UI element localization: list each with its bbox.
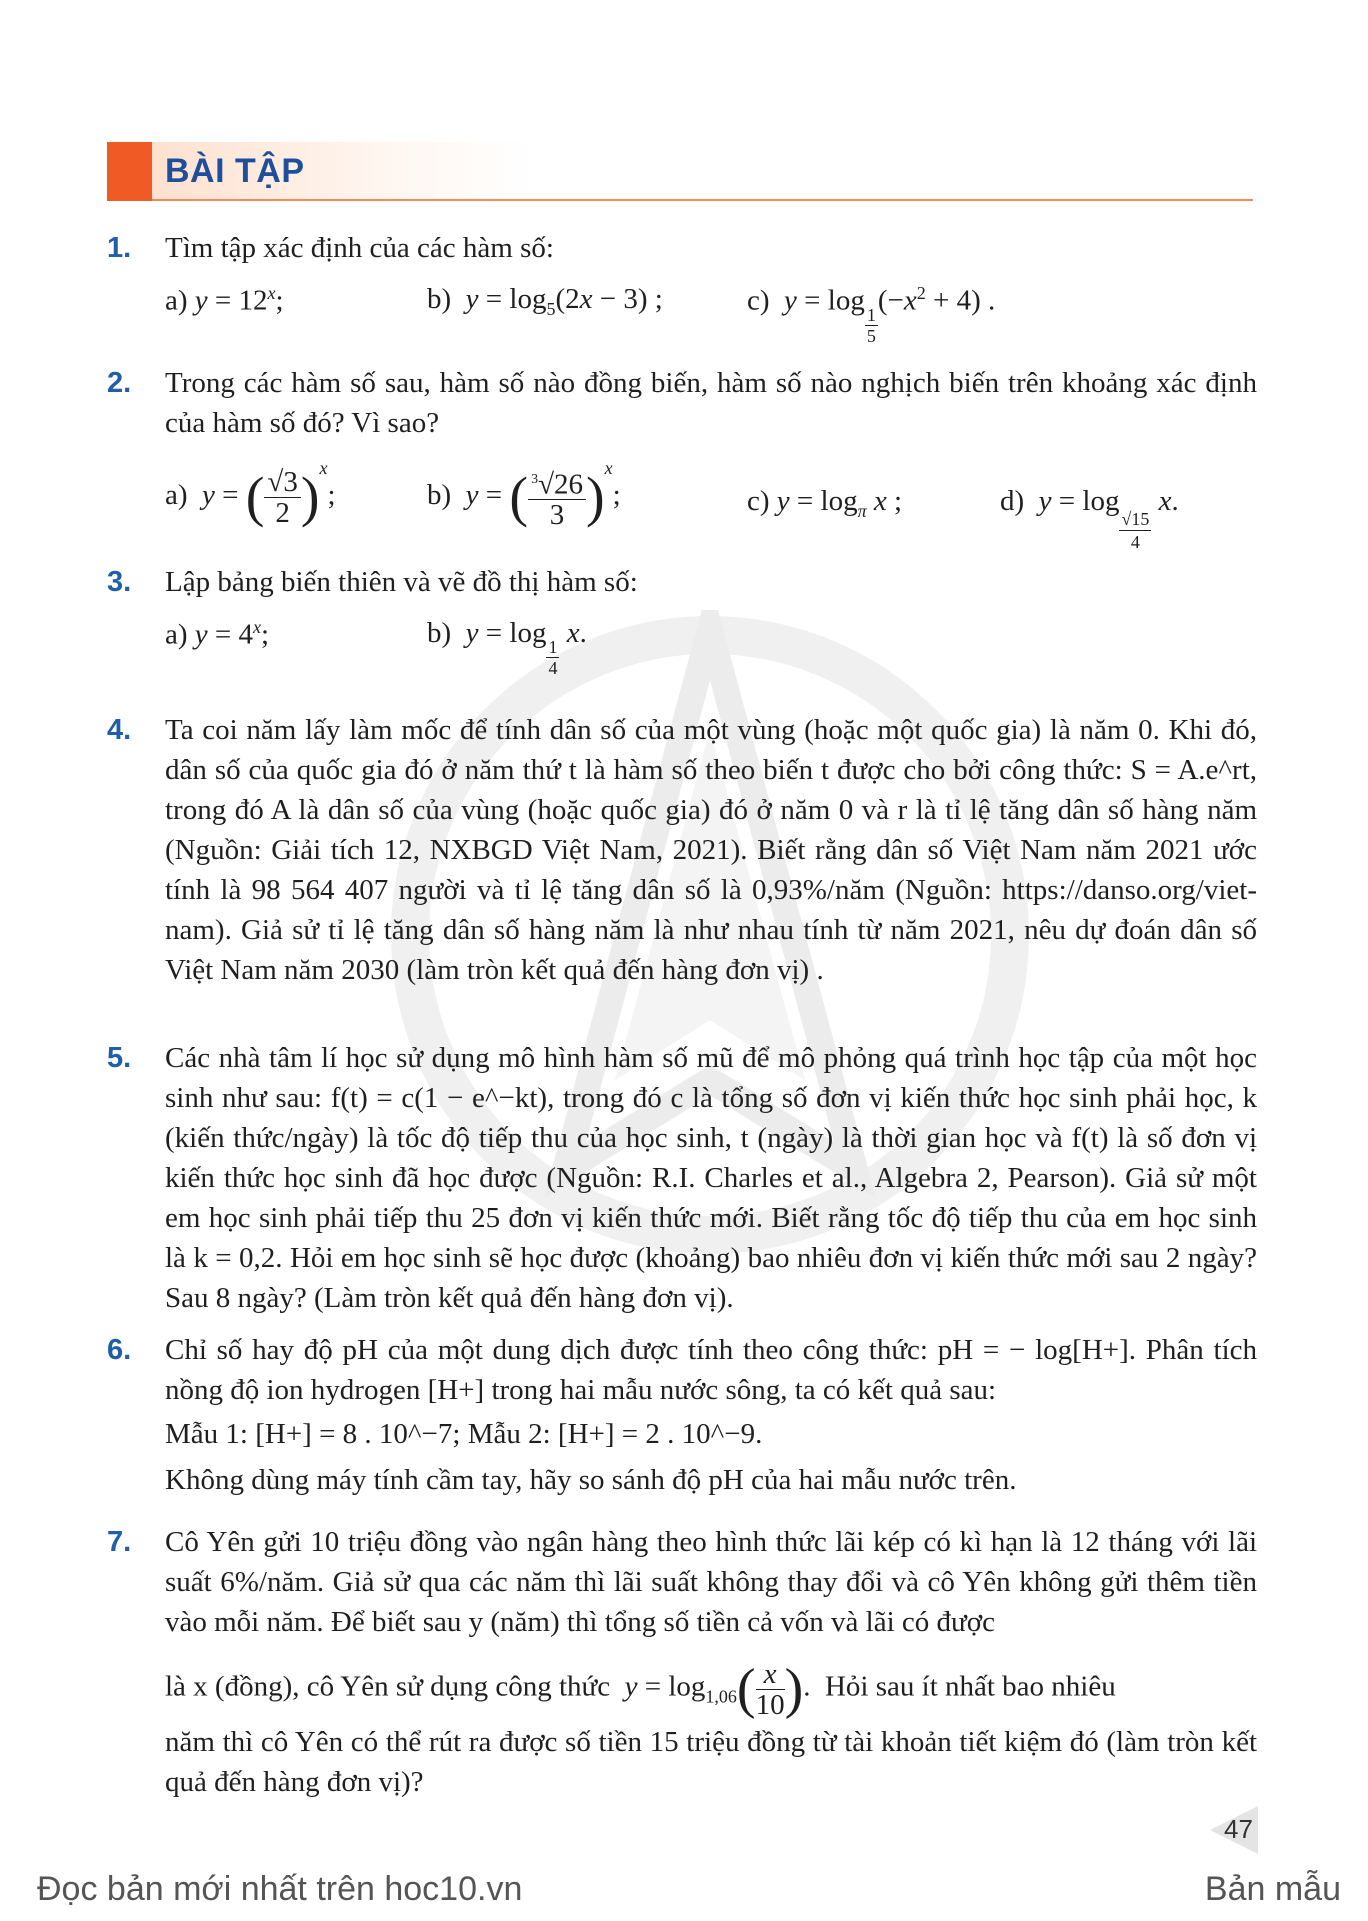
exercise-2: [107, 363, 1257, 563]
exercise-number: 7.: [107, 1526, 132, 1558]
formula-3b: b) y = log $\frac{1}{4}$ x.: [427, 617, 587, 678]
exercise-number: 1.: [107, 232, 132, 264]
exercise-7-end: năm thì cô Yên có thể rút ra được số tiền 15 triệu đồng từ tài khoản tiết kiệm đó (làm tròn kết quả đến hàng đơn vị)?: [165, 1726, 1257, 1798]
section-header: [107, 142, 1253, 201]
exercise-7: [107, 1522, 1257, 1822]
formula-2a: a) y = ( $\frac{√3}{2}$ )$^x$;: [165, 458, 336, 529]
exercise-text: Lập bảng biến thiên và vẽ đồ thị hàm số:: [165, 566, 638, 598]
page-number: 47: [1224, 1814, 1253, 1844]
formula-1c: c) y = log $\frac{1}{5}$ $(-x^2 + 4)$ .: [747, 283, 996, 346]
exercise-6-question: Không dùng máy tính cầm tay, hãy so sánh độ pH của hai mẫu nước trên.: [165, 1464, 1017, 1496]
exercise-text: Trong các hàm số sau, hàm số nào đồng biến, hàm số nào nghịch biến trên khoảng xác định của hàm số đó? Vì sao?: [165, 367, 1257, 439]
exercise-text: Các nhà tâm lí học sử dụng mô hình hàm số mũ để mô phỏng quá trình học tập của một học sinh như sau: f(t) = c(1 − e^−kt), trong đó c là tổng số đơn vị kiến thức học sinh phải học, k (kiến thức/ngày) là tốc độ tiếp thu của học sinh, t (ngày) là thời gian học và f(t) là số đơn vị kiến thức học sinh đã học được (Nguồn: R.I. Charles et al., Algebra 2, Pearson). Giả sử một em học sinh phải tiếp thu 25 đơn vị kiến thức mới. Biết rằng tốc độ tiếp thu của em học sinh là k = 0,2. Hỏi em học sinh sẽ học được (khoảng) bao nhiêu đơn vị kiến thức mới sau 2 ngày? Sau 8 ngày? (Làm tròn kết quả đến hàng đơn vị).: [165, 1042, 1257, 1314]
exercise-6: [107, 1330, 1257, 1510]
footer-link-text[interactable]: Đọc bản mới nhất trên hoc10.vn: [37, 1870, 523, 1908]
footer-sample-label: Bản mẫu: [1204, 1870, 1341, 1908]
formula-3a: a) $y = 4^x$;: [165, 617, 270, 651]
formula-2b: b) y = ( $\frac{^3√26}{3}$ )$^x$;: [427, 458, 621, 532]
exercise-number: 2.: [107, 367, 132, 399]
exercise-5: [107, 1038, 1257, 1318]
exercise-text: Cô Yên gửi 10 triệu đồng vào ngân hàng theo hình thức lãi kép có kì hạn là 12 tháng với lãi suất 6%/năm. Giả sử qua các năm thì lãi suất không thay đổi và cô Yên không gửi thêm tiền vào mỗi năm. Để biết sau y (năm) thì tổng số tiền cả vốn và lãi có được: [165, 1526, 1257, 1638]
exercise-7-formula-line: là x (đồng), cô Yên sử dụng công thức $y = \log_{1,06}$( $\frac{x}{10}$ ). Hỏi sau ít nhất bao nhiêu: [165, 1657, 1116, 1721]
exercise-number: 4.: [107, 714, 132, 746]
page-number-badge: [1210, 1806, 1270, 1854]
formula-1a: a) $y = 12^x$;: [165, 283, 284, 317]
exercise-3: [107, 562, 1257, 692]
formula-2d: d) y = log $\frac{√15}{4}$ x.: [1000, 485, 1179, 552]
section-title: BÀI TẬP: [165, 152, 305, 190]
exercise-1: [107, 228, 1257, 378]
exercise-number: 6.: [107, 1334, 132, 1366]
exercise-text: Chỉ số hay độ pH của một dung dịch được tính theo công thức: pH = − log[H+]. Phân tích nồng độ ion hydrogen [H+] trong hai mẫu nước sông, ta có kết quả sau:: [165, 1334, 1257, 1406]
exercise-text: Ta coi năm lấy làm mốc để tính dân số của một vùng (hoặc một quốc gia) là năm 0. Khi đó, dân số của quốc gia đó ở năm thứ t là hàm số theo biến t được cho bởi công thức: S = A.e^rt, trong đó A là dân số của vùng (hoặc quốc gia) đó ở năm 0 và r là tỉ lệ tăng dân số hàng năm (Nguồn: Giải tích 12, NXBGD Việt Nam, 2021). Biết rằng dân số Việt Nam năm 2021 ước tính là 98 564 407 người và tỉ lệ tăng dân số là 0,93%/năm (Nguồn: https://danso.org/viet-nam). Giả sử tỉ lệ tăng dân số hàng năm là như nhau tính từ năm 2021, nêu dự đoán dân số Việt Nam năm 2030 (làm tròn kết quả đến hàng đơn vị) .: [165, 714, 1257, 986]
exercise-number: 5.: [107, 1042, 132, 1074]
header-underline: [152, 199, 1253, 201]
formula-2c: c) $y = \log_\pi x$ ;: [747, 485, 903, 521]
exercise-number: 3.: [107, 566, 132, 598]
exercise-text: Tìm tập xác định của các hàm số:: [165, 232, 554, 264]
exercise-4: [107, 710, 1257, 1030]
header-accent-bar: [107, 142, 152, 201]
formula-1b: b) $y = \log_5(2x - 3)$ ;: [427, 283, 663, 319]
exercise-6-samples: Mẫu 1: [H+] = 8 . 10^−7; Mẫu 2: [H+] = 2 . 10^−9.: [165, 1418, 763, 1450]
